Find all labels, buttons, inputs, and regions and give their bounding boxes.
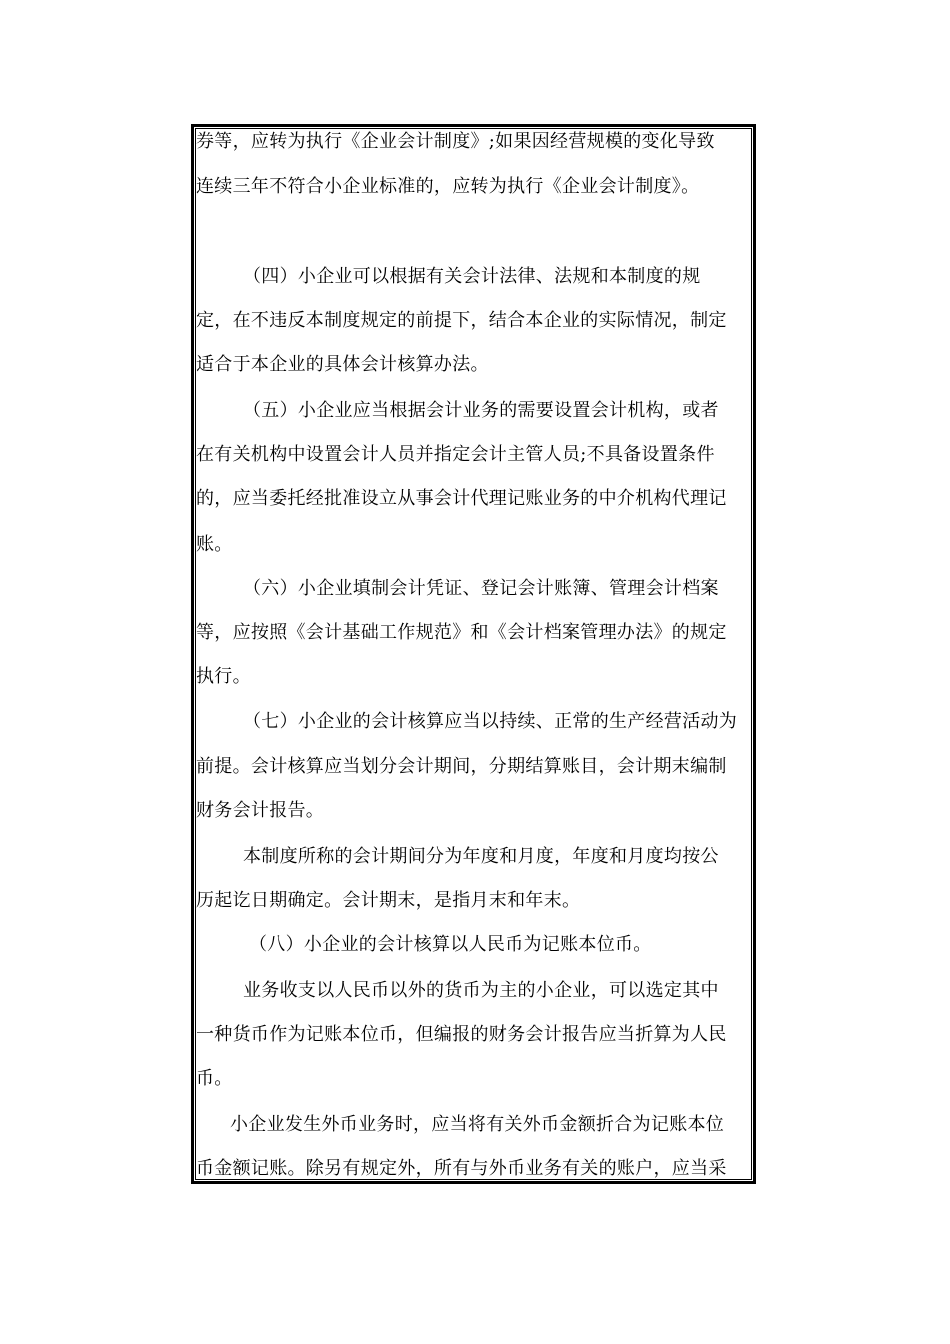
text-line: 账。 [196,534,233,555]
paragraph-6-start: （六）小企业填制会计凭证、登记会计账簿、管理会计档案 [243,578,719,599]
text-line: 在有关机构中设置会计人员并指定会计主管人员;不具备设置条件 [196,444,715,465]
text-line: 券等，应转为执行《企业会计制度》;如果因经营规模的变化导致 [196,131,715,152]
text-line: 前提。会计核算应当划分会计期间，分期结算账目，会计期末编制 [196,756,727,777]
text-line: 等，应按照《会计基础工作规范》和《会计档案管理办法》的规定 [196,622,727,643]
paragraph-start: 小企业发生外币业务时，应当将有关外币金额折合为记账本位 [230,1114,725,1135]
text-line: 定，在不违反本制度规定的前提下，结合本企业的实际情况，制定 [196,310,727,331]
paragraph-4-start: （四）小企业可以根据有关会计法律、法规和本制度的规 [243,266,701,287]
paragraph-5-start: （五）小企业应当根据会计业务的需要设置会计机构，或者 [243,400,719,421]
paragraph-7-start: （七）小企业的会计核算应当以持续、正常的生产经营活动为 [243,711,738,732]
text-line: 适合于本企业的具体会计核算办法。 [196,354,489,375]
text-line: 历起讫日期确定。会计期末，是指月末和年末。 [196,890,581,911]
text-line: 币金额记账。除另有规定外，所有与外币业务有关的账户，应当采 [196,1158,727,1179]
paragraph-8-start: （八）小企业的会计核算以人民币为记账本位币。 [249,934,652,955]
paragraph-start: 本制度所称的会计期间分为年度和月度，年度和月度均按公 [243,846,719,867]
text-line: 的，应当委托经批准设立从事会计代理记账业务的中介机构代理记 [196,488,727,509]
text-line: 一种货币作为记账本位币，但编报的财务会计报告应当折算为人民 [196,1024,727,1045]
text-line: 币。 [196,1068,233,1089]
text-line: 执行。 [196,666,251,687]
paragraph-start: 业务收支以人民币以外的货币为主的小企业，可以选定其中 [243,980,719,1001]
text-line: 连续三年不符合小企业标准的，应转为执行《企业会计制度》。 [196,176,700,197]
text-line: 财务会计报告。 [196,800,325,821]
